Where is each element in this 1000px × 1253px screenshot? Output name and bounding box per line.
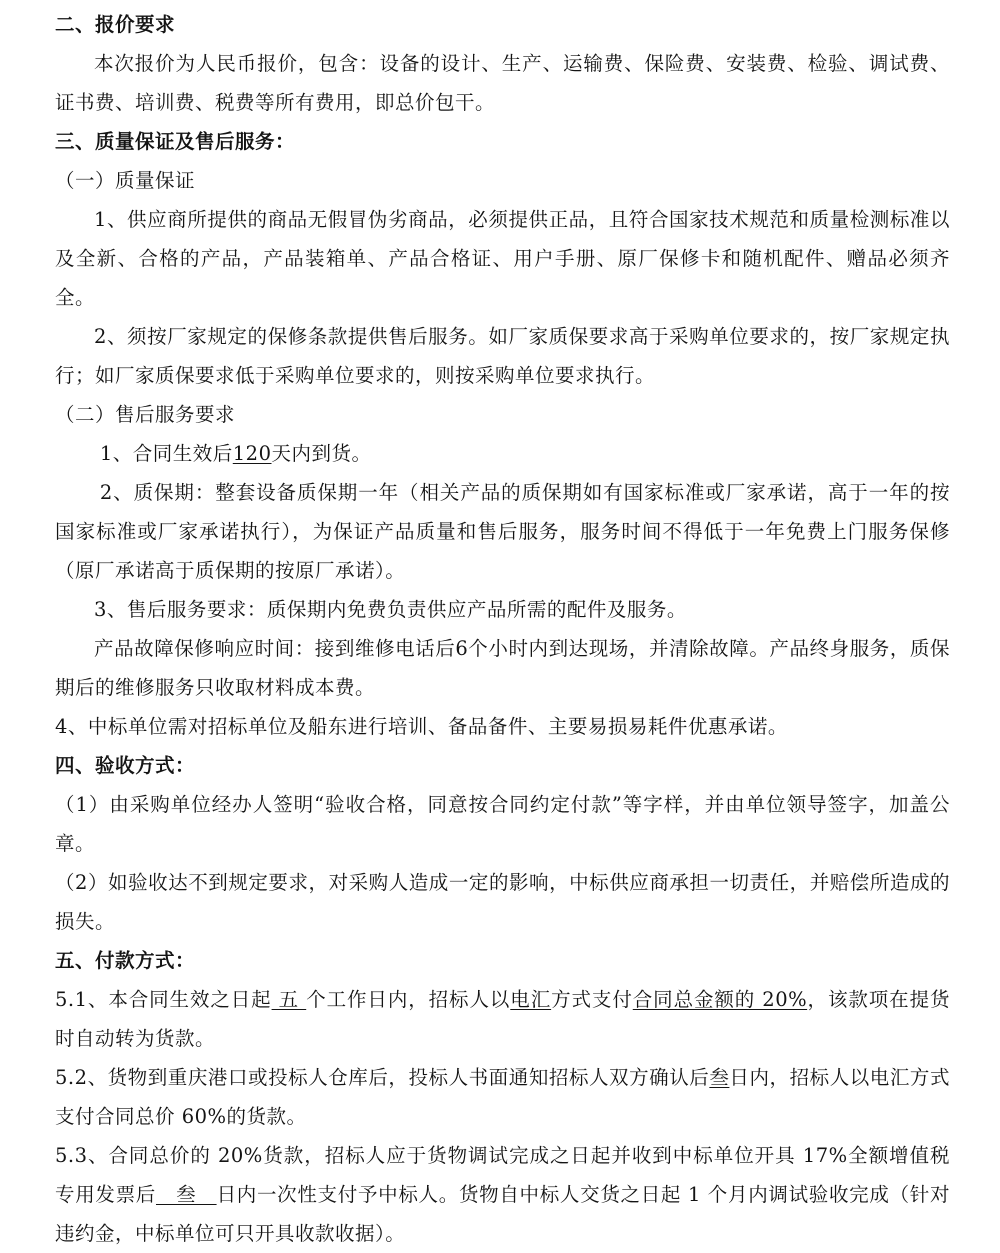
paragraph [55, 317, 950, 395]
text-run: 1、合同生效后 [99, 442, 233, 465]
text-run: 日内一次性支付予中标人。货物自中标人交货之日起 1 个月内调试验收完成（针对违约金，中标单位可只开具收款收据）。 [55, 1183, 950, 1245]
text-run: （一）质量保证 [55, 169, 196, 192]
section-heading-3 [55, 122, 950, 161]
underlined-text: 合同总金额的 20% [632, 988, 808, 1011]
text-run: 产品故障保修响应时间：接到维修电话后6个小时内到达现场，并清除故障。产品终身服务，质保期后的维修服务只收取材料成本费。 [55, 637, 950, 699]
text-run: 个工作日内，招标人以 [306, 988, 511, 1011]
text-run: 四、验收方式： [55, 754, 196, 777]
text-run: 日内，招标人以电汇方式支付合同总价 60%的货款。 [55, 1066, 950, 1128]
section-heading-2 [55, 5, 950, 44]
text-run: 本次报价为人民币报价，包含：设备的设计、生产、运输费、保险费、安装费、检验、调试费、证书费、培训费、税费等所有费用，即总价包干。 [55, 52, 950, 114]
text-run: 1、供应商所提供的商品无假冒伪劣商品，必须提供正品，且符合国家技术规范和质量检测标准以及全新、合格的产品，产品装箱单、产品合格证、用户手册、原厂保修卡和随机配件、赠品必须齐全。 [55, 208, 950, 309]
text-run: 二、报价要求 [55, 13, 176, 36]
section-heading-4 [55, 746, 950, 785]
paragraph [55, 434, 950, 473]
text-run: 天内到货。 [271, 442, 372, 465]
paragraph [55, 200, 950, 317]
paragraph [55, 863, 950, 941]
paragraph [55, 44, 950, 122]
text-run: 方式支付 [551, 988, 633, 1011]
text-run: 三、质量保证及售后服务： [55, 130, 296, 153]
paragraph [55, 707, 950, 746]
underlined-text: 五 [271, 988, 307, 1011]
section-heading-5 [55, 941, 950, 980]
text-run: 4、中标单位需对招标单位及船东进行培训、备品备件、主要易损易耗件优惠承诺。 [55, 715, 788, 738]
subsection-heading [55, 395, 950, 434]
underlined-text: 叁 [709, 1066, 730, 1089]
paragraph [55, 629, 950, 707]
text-run: ，该款项在提货时自动转为货款。 [55, 988, 950, 1050]
text-run: 五、付款方式： [55, 949, 196, 972]
underlined-text: 电汇 [510, 988, 552, 1011]
text-run: （2）如验收达不到规定要求，对采购人造成一定的影响，中标供应商承担一切责任，并赔偿所造成的损失。 [55, 871, 950, 933]
underlined-text: 120 [232, 442, 272, 465]
text-run: （二）售后服务要求 [55, 403, 236, 426]
paragraph [55, 473, 950, 590]
paragraph [55, 590, 950, 629]
text-run: 5.1、本合同生效之日起 [55, 988, 272, 1011]
subsection-heading [55, 161, 950, 200]
paragraph [55, 1058, 950, 1136]
text-run: 3、售后服务要求：质保期内免费负责供应产品所需的配件及服务。 [94, 598, 687, 621]
underlined-text: 叁 [155, 1183, 217, 1206]
paragraph [55, 1136, 950, 1253]
paragraph [55, 980, 950, 1058]
text-run: 5.2、货物到重庆港口或投标人仓库后，投标人书面通知招标人双方确认后 [55, 1066, 710, 1089]
text-run: 5.3、合同总价的 20%货款，招标人应于货物调试完成之日起并收到中标单位开具 17%全额增值税专用发票后 [55, 1144, 950, 1206]
text-run: 2、质保期：整套设备质保期一年（相关产品的质保期如有国家标准或厂家承诺，高于一年的按国家标准或厂家承诺执行），为保证产品质量和售后服务，服务时间不得低于一年免费上门服务保修（原厂承诺高于质保期的按原厂承诺）。 [55, 481, 950, 582]
text-run: （1）由采购单位经办人签明“验收合格，同意按合同约定付款”等字样，并由单位领导签字，加盖公章。 [55, 793, 950, 855]
text-run: 2、须按厂家规定的保修条款提供售后服务。如厂家质保要求高于采购单位要求的，按厂家规定执行；如厂家质保要求低于采购单位要求的，则按采购单位要求执行。 [55, 325, 950, 387]
paragraph [55, 785, 950, 863]
document-body [55, 5, 950, 1253]
